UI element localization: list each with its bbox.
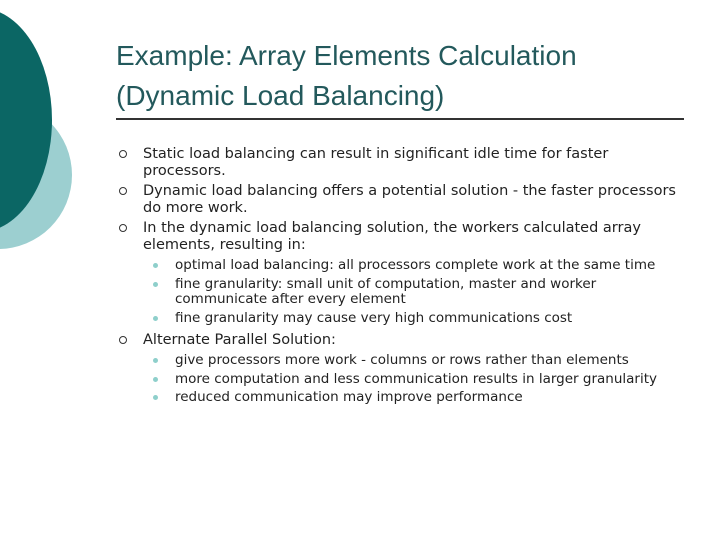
sub-bullet-list: [143, 353, 687, 406]
sub-bullet-text: optimal load balancing: all processors complete work at the same time: [175, 257, 656, 273]
sub-bullet-item: [143, 372, 687, 388]
sub-bullet-text: give processors more work - columns or rows rather than elements: [175, 352, 629, 368]
slide-body: [117, 146, 687, 412]
bullet-item: [117, 146, 687, 180]
dot-bullet-icon: [153, 358, 158, 363]
bullet-text: In the dynamic load balancing solution, the workers calculated array elements, resulting in:: [143, 220, 641, 253]
sub-bullet-item: [143, 390, 687, 406]
bullet-text: Static load balancing can result in significant idle time for faster processors.: [143, 146, 609, 179]
dot-bullet-icon: [153, 316, 158, 321]
sub-bullet-text: fine granularity: small unit of computation, master and worker communicate after every element: [175, 275, 597, 307]
dot-bullet-icon: [153, 377, 158, 382]
title-divider: [116, 118, 684, 120]
bullet-text: Dynamic load balancing offers a potential solution - the faster processors do more work.: [143, 183, 676, 216]
hollow-circle-bullet-icon: [119, 336, 127, 344]
sub-bullet-item: [143, 258, 687, 274]
title-line-2: (Dynamic Load Balancing): [116, 80, 445, 111]
dot-bullet-icon: [153, 282, 158, 287]
decorative-circles: [0, 0, 120, 300]
dot-bullet-icon: [153, 395, 158, 400]
sub-bullet-list: [143, 258, 687, 326]
bullet-text: Alternate Parallel Solution:: [143, 332, 336, 348]
sub-bullet-text: fine granularity may cause very high communications cost: [175, 309, 573, 326]
sub-bullet-item: [143, 311, 687, 327]
bullet-item: [117, 183, 687, 217]
sub-bullet-item: [143, 353, 687, 369]
hollow-circle-bullet-icon: [119, 224, 127, 232]
sub-bullet-text: reduced communication may improve performance: [175, 389, 523, 405]
hollow-circle-bullet-icon: [119, 187, 127, 195]
hollow-circle-bullet-icon: [119, 150, 127, 158]
slide-title: [116, 36, 696, 116]
bullet-item: [117, 220, 687, 326]
sub-bullet-item: [143, 277, 687, 308]
title-line-1: Example: Array Elements Calculation: [116, 40, 577, 71]
bullet-item: [117, 332, 687, 406]
dot-bullet-icon: [153, 263, 158, 268]
bullet-list: [117, 146, 687, 406]
sub-bullet-text: more computation and less communication results in larger granularity: [175, 370, 658, 387]
